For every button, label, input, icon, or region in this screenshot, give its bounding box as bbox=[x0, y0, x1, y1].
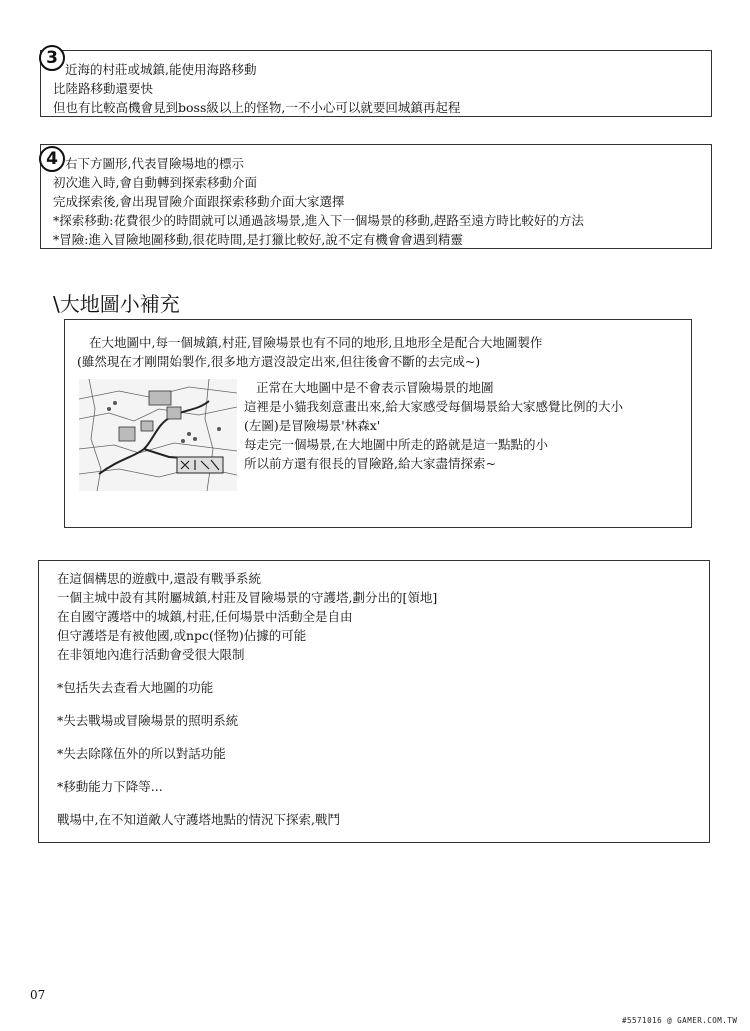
box4-line-1: 右下方圖形,代表冒險場地的標示 bbox=[65, 156, 244, 171]
map-text-line-5: 所以前方還有很長的冒險路,給大家盡情探索~ bbox=[244, 456, 496, 471]
war-bullet-2: *失去戰場或冒險場景的照明系統 bbox=[57, 713, 239, 728]
box3-line-1: 近海的村莊或城鎮,能使用海路移動 bbox=[65, 62, 257, 77]
box3-line-2: 比陸路移動還要快 bbox=[53, 81, 154, 96]
world-map-box bbox=[64, 319, 692, 528]
box4-line-2: 初次進入時,會自動轉到探索移動介面 bbox=[53, 175, 257, 190]
map-text-line-2: 這裡是小貓我刻意畫出來,給大家感受每個場景給大家感覺比例的大小 bbox=[244, 399, 623, 414]
war-system-box bbox=[38, 560, 710, 843]
number-3-marker: 3 bbox=[39, 45, 65, 71]
map-text-line-1: 正常在大地圖中是不會表示冒險場景的地圖 bbox=[256, 380, 494, 395]
war-bullet-4: *移動能力下降等... bbox=[57, 779, 163, 794]
map-intro-line-2: (雖然現在才剛開始製作,很多地方還沒設定出來,但往後會不斷的去完成~) bbox=[77, 354, 481, 369]
forest-map-sketch bbox=[79, 379, 237, 491]
map-side-text bbox=[244, 378, 623, 473]
map-text-line-4: 每走完一個場景,在大地圖中所走的路就是這一點點的小 bbox=[244, 437, 548, 452]
war-line-5: 在非領地內進行活動會受很大限制 bbox=[57, 647, 245, 662]
map-intro bbox=[77, 333, 542, 371]
adventure-site-box bbox=[40, 144, 712, 249]
war-line-3: 在自國守護塔中的城鎮,村莊,任何場景中活動全是自由 bbox=[57, 609, 353, 624]
watermark: #5571016 @ GAMER.COM.TW bbox=[622, 1016, 738, 1025]
map-intro-line-1: 在大地圖中,每一個城鎮,村莊,冒險場景也有不同的地形,且地形全是配合大地圖製作 bbox=[89, 335, 543, 350]
sea-route-box bbox=[40, 50, 712, 117]
map-text-line-3: (左圖)是冒險場景'林森x' bbox=[244, 418, 381, 433]
section-title: \大地圖小補充 bbox=[53, 292, 180, 316]
war-line-4: 但守護塔是有被他國,或npc(怪物)佔據的可能 bbox=[57, 628, 307, 643]
war-bullet-1: *包括失去查看大地圖的功能 bbox=[57, 680, 214, 695]
page-number: 07 bbox=[30, 988, 46, 1002]
war-line-1: 在這個構思的遊戲中,還設有戰爭系統 bbox=[57, 571, 261, 586]
box4-line-5: *冒險:進入冒險地圖移動,很花時間,是打獵比較好,說不定有機會會遇到精靈 bbox=[53, 232, 463, 247]
box3-line-3: 但也有比較高機會見到boss級以上的怪物,一不小心可以就要回城鎮再起程 bbox=[53, 100, 461, 115]
box4-line-4: *探索移動:花費很少的時間就可以通過該場景,進入下一個場景的移動,趕路至遠方時比較好的方法 bbox=[53, 213, 584, 228]
war-bullet-3: *失去除隊伍外的所以對話功能 bbox=[57, 746, 226, 761]
war-line-2: 一個主城中設有其附屬城鎮,村莊及冒險場景的守護塔,劃分出的[領地] bbox=[57, 590, 438, 605]
number-4-marker: 4 bbox=[39, 146, 65, 172]
box4-line-3: 完成探索後,會出現冒險介面跟探索移動介面大家選擇 bbox=[53, 194, 345, 209]
war-closing: 戰場中,在不知道敵人守護塔地點的情況下探索,戰鬥 bbox=[57, 812, 340, 827]
